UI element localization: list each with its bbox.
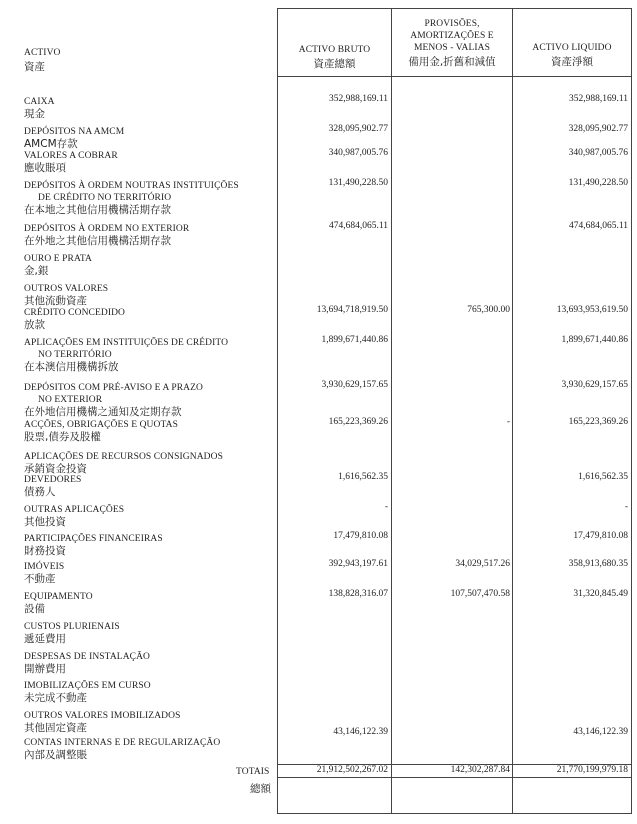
col-divider-3 (512, 8, 513, 814)
row-label-zh: 在本澳信用機構拆放 (24, 361, 119, 373)
header-liquido-pt: ACTIVO LIQUIDO (532, 43, 612, 53)
row-label-zh: 其他流動資產 (24, 295, 87, 307)
row-label-zh: 債務人 (24, 486, 56, 498)
row-label-pt: CAIXA (24, 97, 55, 107)
cell-provisoes: 107,507,470.58 (450, 589, 510, 599)
row-label-pt-cont: NO TERRITÓRIO (38, 350, 112, 360)
row-label-pt: OURO E PRATA (24, 254, 93, 264)
cell-activo-liquido: 3,930,629,157.65 (561, 380, 628, 390)
cell-activo-liquido: 131,490,228.50 (568, 178, 628, 188)
cell-activo-liquido: 474,684,065.11 (568, 221, 628, 231)
row-label-zh: 現金 (24, 108, 45, 120)
cell-activo-liquido: 358,913,680.35 (568, 559, 628, 569)
row-label-zh: 設備 (24, 603, 45, 615)
col-divider-1 (277, 8, 278, 814)
cell-activo-bruto: 392,943,197.61 (328, 559, 388, 569)
cell-provisoes: 765,300.00 (467, 305, 510, 315)
totals-liq: 21,770,199,979.18 (556, 765, 628, 775)
row-label-pt: CONTAS INTERNAS E DE REGULARIZAÇÃO (24, 738, 221, 748)
row-label-zh: 其他投資 (24, 516, 66, 528)
row-label-zh: 財務投資 (24, 545, 66, 557)
row-label-zh: 金,銀 (24, 265, 49, 277)
row-label-pt: OUTROS VALORES (24, 284, 109, 294)
cell-activo-liquido: 352,988,169.11 (568, 94, 628, 104)
totals-label-zh: 總額 (250, 783, 271, 795)
cell-activo-bruto: 13,694,718,919.50 (316, 305, 388, 315)
cell-activo-liquido: 31,320,845.49 (573, 589, 628, 599)
row-label-pt: APLICAÇÕES EM INSTITUIÇÕES DE CRÉDITO (24, 338, 229, 348)
row-label-zh: 未完成不動產 (24, 692, 87, 704)
row-label-zh: 遞延費用 (24, 633, 66, 645)
header-activo-zh: 資產 (24, 61, 45, 73)
row-label-pt: ACÇÕES, OBRIGAÇÕES E QUOTAS (24, 420, 178, 430)
row-label-pt: VALORES A COBRAR (24, 151, 118, 161)
totals-prov: 142,302,287.84 (450, 765, 510, 775)
cell-activo-liquido: 340,987,005.76 (568, 148, 628, 158)
cell-activo-liquido: 13,693,953,619.50 (556, 305, 628, 315)
cell-activo-bruto: 17,479,810.08 (333, 531, 388, 541)
header-bruto-pt: ACTIVO BRUTO (298, 45, 371, 55)
row-label-zh: 股票,債券及股權 (24, 431, 101, 443)
row-label-zh: 承銷資金投資 (24, 463, 87, 475)
row-label-pt: DEPÓSITOS À ORDEM NO EXTERIOR (24, 224, 190, 234)
cell-activo-bruto: 328,095,902.77 (328, 124, 388, 134)
cell-activo-bruto: 138,828,316.07 (328, 589, 388, 599)
totals-bottom-rule (277, 813, 632, 814)
cell-activo-bruto: 1,616,562.35 (338, 472, 388, 482)
header-prov-zh: 備用金,折舊和減值 (408, 56, 496, 68)
header-bruto-zh: 資產總額 (313, 58, 356, 70)
row-label-pt: APLICAÇÕES DE RECURSOS CONSIGNADOS (24, 452, 223, 462)
row-label-pt: IMOBILIZAÇÕES EM CURSO (24, 681, 151, 691)
cell-provisoes: - (506, 417, 510, 427)
header-liquido-zh: 資產淨額 (551, 56, 593, 68)
header-prov-pt-1: PROVISÕES, (424, 19, 480, 29)
row-label-pt: IMÓVEIS (24, 562, 65, 572)
row-label-pt-cont: NO EXTERIOR (38, 395, 103, 405)
totals-bruto: 21,912,502,267.02 (316, 765, 388, 775)
col-divider-4 (631, 8, 632, 814)
cell-activo-liquido: 1,616,562.35 (578, 472, 628, 482)
row-label-pt: CUSTOS PLURIENAIS (24, 622, 120, 632)
cell-activo-bruto: 131,490,228.50 (328, 178, 388, 188)
cell-activo-bruto: 165,223,369.26 (328, 417, 388, 427)
cell-activo-bruto: 1,899,671,440.86 (321, 335, 388, 345)
header-prov-pt-2: AMORTIZAÇÕES E (410, 31, 494, 41)
row-label-zh: 放款 (24, 319, 45, 331)
totals-label-pt: TOTAIS (236, 767, 270, 777)
row-label-zh: 在外地信用機構之通知及定期存款 (24, 406, 182, 418)
row-label-pt: DEVEDORES (24, 475, 82, 485)
row-label-zh: 在本地之其他信用機構活期存款 (24, 204, 171, 216)
cell-activo-liquido: 17,479,810.08 (573, 531, 628, 541)
row-label-pt: DEPÓSITOS À ORDEM NOUTRAS INSTITUIÇÕES (24, 181, 239, 191)
totals-rule-2 (277, 777, 632, 778)
cell-activo-bruto: 340,987,005.76 (328, 148, 388, 158)
header-bottom-rule (277, 76, 632, 77)
cell-activo-bruto: 352,988,169.11 (328, 94, 388, 104)
cell-provisoes: 34,029,517.26 (455, 559, 510, 569)
row-label-zh: 內部及調整賬 (24, 749, 87, 761)
row-label-zh: AMCM存款 (24, 138, 78, 150)
col-divider-2 (391, 8, 392, 814)
cell-activo-liquido: 43,146,122.39 (573, 727, 628, 737)
cell-activo-liquido: - (624, 502, 628, 512)
cell-activo-liquido: 165,223,369.26 (568, 417, 628, 427)
row-label-pt: OUTRAS APLICAÇÕES (24, 505, 125, 515)
cell-activo-liquido: 1,899,671,440.86 (561, 335, 628, 345)
row-label-pt: CRÉDITO CONCEDIDO (24, 308, 126, 318)
header-top-rule (277, 8, 632, 9)
row-label-pt: PARTICIPAÇÕES FINANCEIRAS (24, 534, 163, 544)
row-label-pt: DESPESAS DE INSTALAÇÃO (24, 652, 151, 662)
header-activo-pt: ACTIVO (24, 48, 61, 58)
row-label-zh: 在外地之其他信用機構活期存款 (24, 235, 171, 247)
cell-activo-bruto: - (384, 502, 388, 512)
row-label-zh: 開辦費用 (24, 663, 66, 675)
header-prov-pt-3: MENOS - VALIAS (413, 43, 490, 53)
row-label-pt: DEPÓSITOS COM PRÉ-AVISO E A PRAZO (24, 383, 203, 393)
cell-activo-bruto: 474,684,065.11 (328, 221, 388, 231)
cell-activo-bruto: 43,146,122.39 (333, 727, 388, 737)
row-label-pt-cont: DE CRÉDITO NO TERRITÓRIO (38, 193, 172, 203)
cell-activo-bruto: 3,930,629,157.65 (321, 380, 388, 390)
row-label-pt: DEPÓSITOS NA AMCM (24, 127, 125, 137)
row-label-zh: 其他固定資產 (24, 722, 87, 734)
cell-activo-liquido: 328,095,902.77 (568, 124, 628, 134)
row-label-zh: 應收賬項 (24, 162, 66, 174)
row-label-pt: OUTROS VALORES IMOBILIZADOS (24, 711, 181, 721)
row-label-zh: 不動產 (24, 573, 56, 585)
row-label-pt: EQUIPAMENTO (24, 592, 93, 602)
